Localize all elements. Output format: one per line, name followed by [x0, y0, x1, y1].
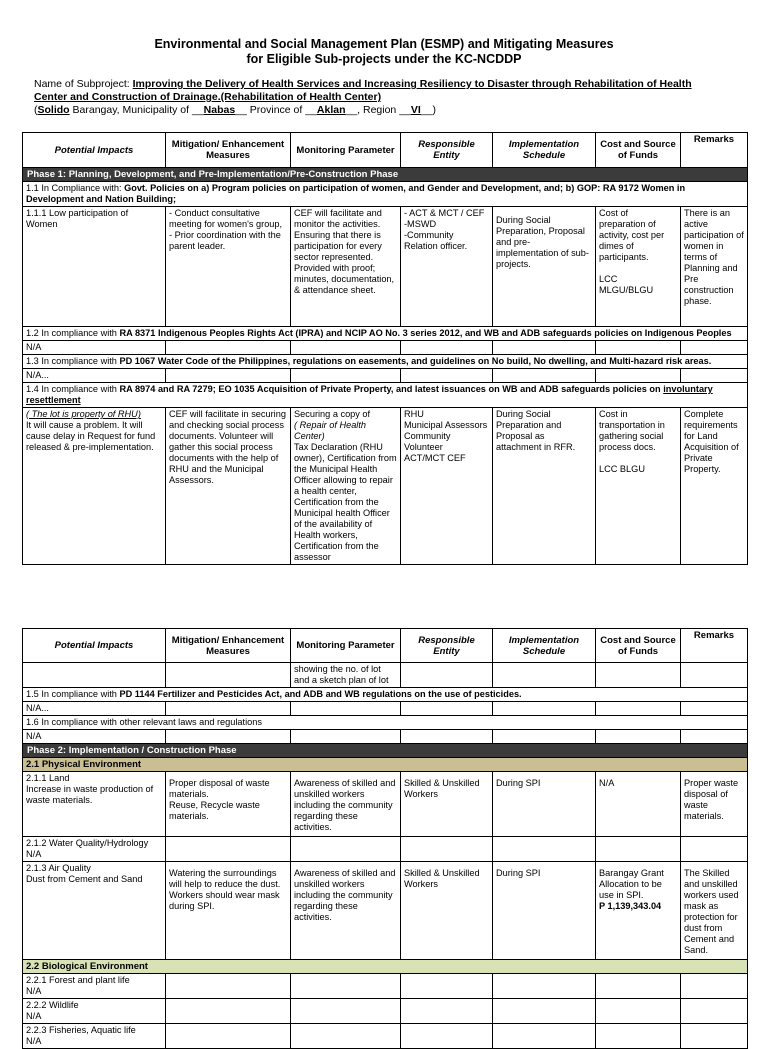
- document-title-line1: Environmental and Social Management Plan (ESMP) and Mitigating Measures: [154, 37, 614, 51]
- row-1-4-remarks: Complete requirements for Land Acquisition of Private Property.: [681, 408, 748, 565]
- subproject-info: [34, 78, 724, 104]
- header-potential-impacts: Potential Impacts: [23, 133, 166, 168]
- section-1-3: 1.3 In compliance with PD 1067 Water Code of the Philippines, regulations on easements, and guidelines on No build, No dwelling, and Multi-hazard risk areas.: [23, 355, 748, 369]
- esmp-table-page2: [22, 628, 748, 1049]
- barangay-label: Barangay, Municipality of __: [72, 104, 204, 116]
- section-1-6: 1.6 In compliance with other relevant laws and regulations: [23, 716, 748, 730]
- phase2-header: Phase 2: Implementation / Construction Phase: [23, 744, 748, 758]
- header-cost: Cost and Source of Funds: [596, 133, 681, 168]
- row-1-1-1-remarks: There is an active participation of women in terms of Planning and Pre construction phase.: [681, 207, 748, 327]
- row-2-1-3-cost: Barangay Grant Allocation to be use in SPI. P 1,139,343.04: [596, 862, 681, 960]
- row-2-1-1-mitigation: Proper disposal of waste materials. Reuse, Recycle waste materials.: [166, 772, 291, 837]
- subproject-label: Name of Subproject:: [34, 78, 130, 90]
- municipality-value: Nabas: [203, 104, 236, 116]
- row-2-1-1-cost: N/A: [596, 772, 681, 837]
- row-1-1-1-mitigation: - Conduct consultative meeting for women's group, - Prior coordination with the parent leader.: [166, 207, 291, 327]
- row-1-4-schedule: During Social Preparation and Proposal as attachment in RFR.: [493, 408, 596, 565]
- row-2-2-1-impact: 2.2.1 Forest and plant life N/A: [23, 974, 166, 999]
- location-close: __): [420, 104, 436, 116]
- row-2-1-3-responsible: Skilled & Unskilled Workers: [401, 862, 493, 960]
- header-remarks: Remarks: [681, 629, 748, 663]
- row-2-1-3-schedule: During SPI: [493, 862, 596, 960]
- row-2-2-3-impact: 2.2.3 Fisheries, Aquatic life N/A: [23, 1024, 166, 1049]
- continued-monitoring: showing the no. of lot and a sketch plan of lot: [291, 663, 401, 688]
- row-2-1-1-impact: 2.1.1 Land Increase in waste production of waste materials.: [23, 772, 166, 837]
- row-2-1-1-schedule: During SPI: [493, 772, 596, 837]
- header-schedule: Implementation Schedule: [493, 133, 596, 168]
- subproject-name: Improving the Delivery of Health Services and Increasing Resiliency to Disaster through Rehabilitation of Health Center and Construction of Drainage.(Rehabilitation of Health Center): [34, 78, 692, 103]
- header-monitoring: Monitoring Parameter: [291, 133, 401, 168]
- region-label: __, Region __: [345, 104, 411, 116]
- header-responsible: Responsible Entity: [401, 629, 493, 663]
- barangay-value: Solido: [37, 104, 70, 116]
- phase1-header: Phase 1: Planning, Development, and Pre-Implementation/Pre-Construction Phase: [23, 168, 748, 182]
- row-1-1-1-schedule: During Social Preparation, Proposal and pre-implementation of sub-projects.: [493, 207, 596, 327]
- section-1-1: 1.1 In Compliance with: Govt. Policies on a) Program policies on participation of women, and Gender and Development, and; b) GOP: RA 9172 Women in Development and Nation Building;: [23, 182, 748, 207]
- row-1-2-na: N/A: [23, 341, 166, 355]
- row-2-1-1-responsible: Skilled & Unskilled Workers: [401, 772, 493, 837]
- row-1-1-1-impact: 1.1.1 Low participation of Women: [23, 207, 166, 327]
- province-value: Aklan: [316, 104, 346, 116]
- row-1-4-responsible: RHU Municipal Assessors Community Volunteer ACT/MCT CEF: [401, 408, 493, 565]
- province-label: __ Province of __: [235, 104, 317, 116]
- row-1-6-na: N/A: [23, 730, 166, 744]
- header-cost: Cost and Source of Funds: [596, 629, 681, 663]
- location-info: (Solido Barangay, Municipality of __Nabas__ Province of __Aklan__, Region __VI__): [34, 104, 436, 116]
- biological-environment-header: 2.2 Biological Environment: [23, 960, 748, 974]
- row-2-1-1-remarks: Proper waste disposal of waste materials.: [681, 772, 748, 837]
- row-1-1-1-responsible: - ACT & MCT / CEF -MSWD -Community Relation officer.: [401, 207, 493, 327]
- row-2-1-3-monitoring: Awareness of skilled and unskilled workers including the community regarding these activities.: [291, 862, 401, 960]
- esmp-table-page1: [22, 132, 748, 565]
- row-1-4-mitigation: CEF will facilitate in securing and checking social process documents. Volunteer will gather this social process documents with the help of RHU and the Municipal Assessors.: [166, 408, 291, 565]
- section-1-5: 1.5 In compliance with PD 1144 Fertilizer and Pesticides Act, and ADB and WB regulations on the use of pesticides.: [23, 688, 748, 702]
- header-schedule: Implementation Schedule: [493, 629, 596, 663]
- header-mitigation: Mitigation/ Enhancement Measures: [166, 133, 291, 168]
- section-1-4: 1.4 In compliance with RA 8974 and RA 7279; EO 1035 Acquisition of Private Property, and latest issuances on WB and ADB safeguards policies on involuntary resettlement: [23, 383, 748, 408]
- row-2-1-2-impact: 2.1.2 Water Quality/Hydrology N/A: [23, 837, 166, 862]
- row-1-5-na: N/A...: [23, 702, 166, 716]
- row-1-4-monitoring: Securing a copy of ( Repair of Health Center) Tax Declaration (RHU owner), Certification from the Municipal Health Officer allowing to repair a health center, Certification from the Municipal health Officer of the availability of Health workers, Certification from the assessor: [291, 408, 401, 565]
- row-2-2-2-impact: 2.2.2 Wildlife N/A: [23, 999, 166, 1024]
- header-responsible: Responsible Entity: [401, 133, 493, 168]
- physical-environment-header: 2.1 Physical Environment: [23, 758, 748, 772]
- row-1-3-na: N/A...: [23, 369, 166, 383]
- row-2-1-3-remarks: The Skilled and unskilled workers used mask as protection for dust from Cement and Sand.: [681, 862, 748, 960]
- region-value: VI: [410, 104, 421, 116]
- row-2-1-1-monitoring: Awareness of skilled and unskilled workers including the community regarding these activities.: [291, 772, 401, 837]
- row-1-1-1-cost: Cost of preparation of activity, cost per dimes of participants. LCC MLGU/BLGU: [596, 207, 681, 327]
- row-1-4-impact: ( The lot is property of RHU) It will cause a problem. It will cause delay in Request for fund released & pre-implementation.: [23, 408, 166, 565]
- row-1-1-1-monitoring: CEF will facilitate and monitor the activities. Ensuring that there is participation for every sector represented. Provided with proof; minutes, documentation, & attendance sheet.: [291, 207, 401, 327]
- section-1-2: 1.2 In compliance with RA 8371 Indigenous Peoples Rights Act (IPRA) and NCIP AO No. 3 series 2012, and WB and ADB safeguards policies on Indigenous Peoples: [23, 327, 748, 341]
- header-mitigation: Mitigation/ Enhancement Measures: [166, 629, 291, 663]
- header-potential-impacts: Potential Impacts: [23, 629, 166, 663]
- header-remarks: Remarks: [681, 133, 748, 168]
- row-1-4-cost: Cost in transportation in gathering social process docs. LCC BLGU: [596, 408, 681, 565]
- row-2-1-3-impact: 2.1.3 Air Quality Dust from Cement and Sand: [23, 862, 166, 960]
- row-2-1-3-mitigation: Watering the surroundings will help to reduce the dust. Workers should wear mask during SPI.: [166, 862, 291, 960]
- document-title-line2: for Eligible Sub-projects under the KC-NCDDP: [246, 52, 522, 66]
- header-monitoring: Monitoring Parameter: [291, 629, 401, 663]
